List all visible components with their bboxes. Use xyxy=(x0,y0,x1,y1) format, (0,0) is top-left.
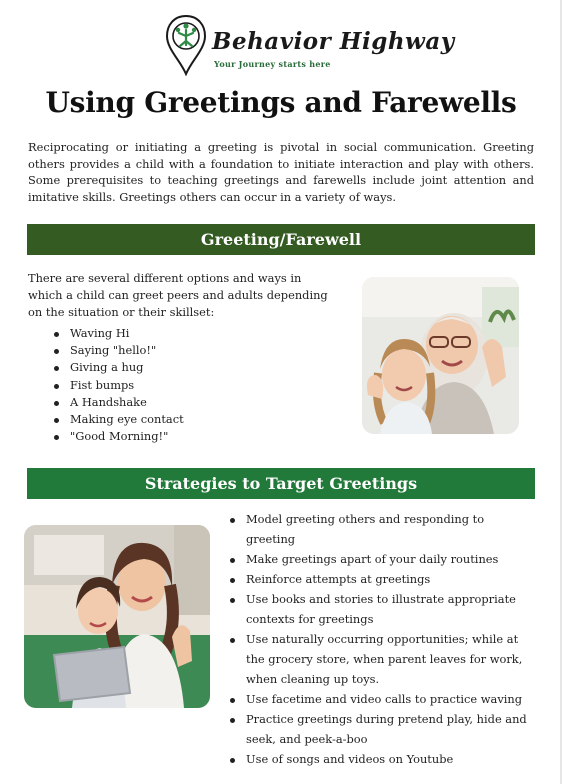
list-item: Saying "hello!" xyxy=(52,342,184,359)
brand-tagline: Your Journey starts here xyxy=(214,59,331,69)
list-item: Use facetime and video calls to practice waving xyxy=(228,689,528,709)
list-item: A Handshake xyxy=(52,394,184,411)
list-item: Use of songs and videos on Youtube xyxy=(228,749,528,769)
list-item: Practice greetings during pretend play, hide and seek, and peek-a-boo xyxy=(228,709,528,749)
map-pin-logo-icon xyxy=(164,14,208,76)
mother-child-video-call-photo xyxy=(24,525,210,708)
grandmother-child-waving-photo xyxy=(362,277,519,434)
list-item: Use books and stories to illustrate appropriate contexts for greetings xyxy=(228,589,528,629)
list-item: Reinforce attempts at greetings xyxy=(228,569,528,589)
strategies-list xyxy=(228,509,528,769)
brand-name: Behavior Highway xyxy=(212,28,455,55)
list-item: Model greeting others and responding to greeting xyxy=(228,509,528,549)
list-item: Waving Hi xyxy=(52,325,184,342)
list-item: Use naturally occurring opportunities; while at the grocery store, when parent leaves for work, when cleaning up toys. xyxy=(228,629,528,689)
greeting-options-paragraph: There are several different options and ways in which a child can greet peers and adults depending on the situation or their skillset: xyxy=(28,271,328,319)
list-item: Giving a hug xyxy=(52,359,184,376)
list-item: Make greetings apart of your daily routines xyxy=(228,549,528,569)
list-item: Making eye contact xyxy=(52,411,184,428)
list-item: Fist bumps xyxy=(52,377,184,394)
section-heading-strategies: Strategies to Target Greetings xyxy=(27,468,535,499)
brand-logo xyxy=(164,14,455,78)
greeting-options-list xyxy=(52,325,184,445)
intro-paragraph: Reciprocating or initiating a greeting is pivotal in social communication. Greeting others provides a child with a foundation to initiate interaction and play with others. Some prerequisites to teaching greetings and farewells include joint attention and imitative skills. Greetings others can occur in a variety of ways. xyxy=(28,140,534,204)
section-heading-greeting-farewell: Greeting/Farewell xyxy=(27,224,535,255)
page-title: Using Greetings and Farewells xyxy=(45,86,517,119)
list-item: "Good Morning!" xyxy=(52,428,184,445)
